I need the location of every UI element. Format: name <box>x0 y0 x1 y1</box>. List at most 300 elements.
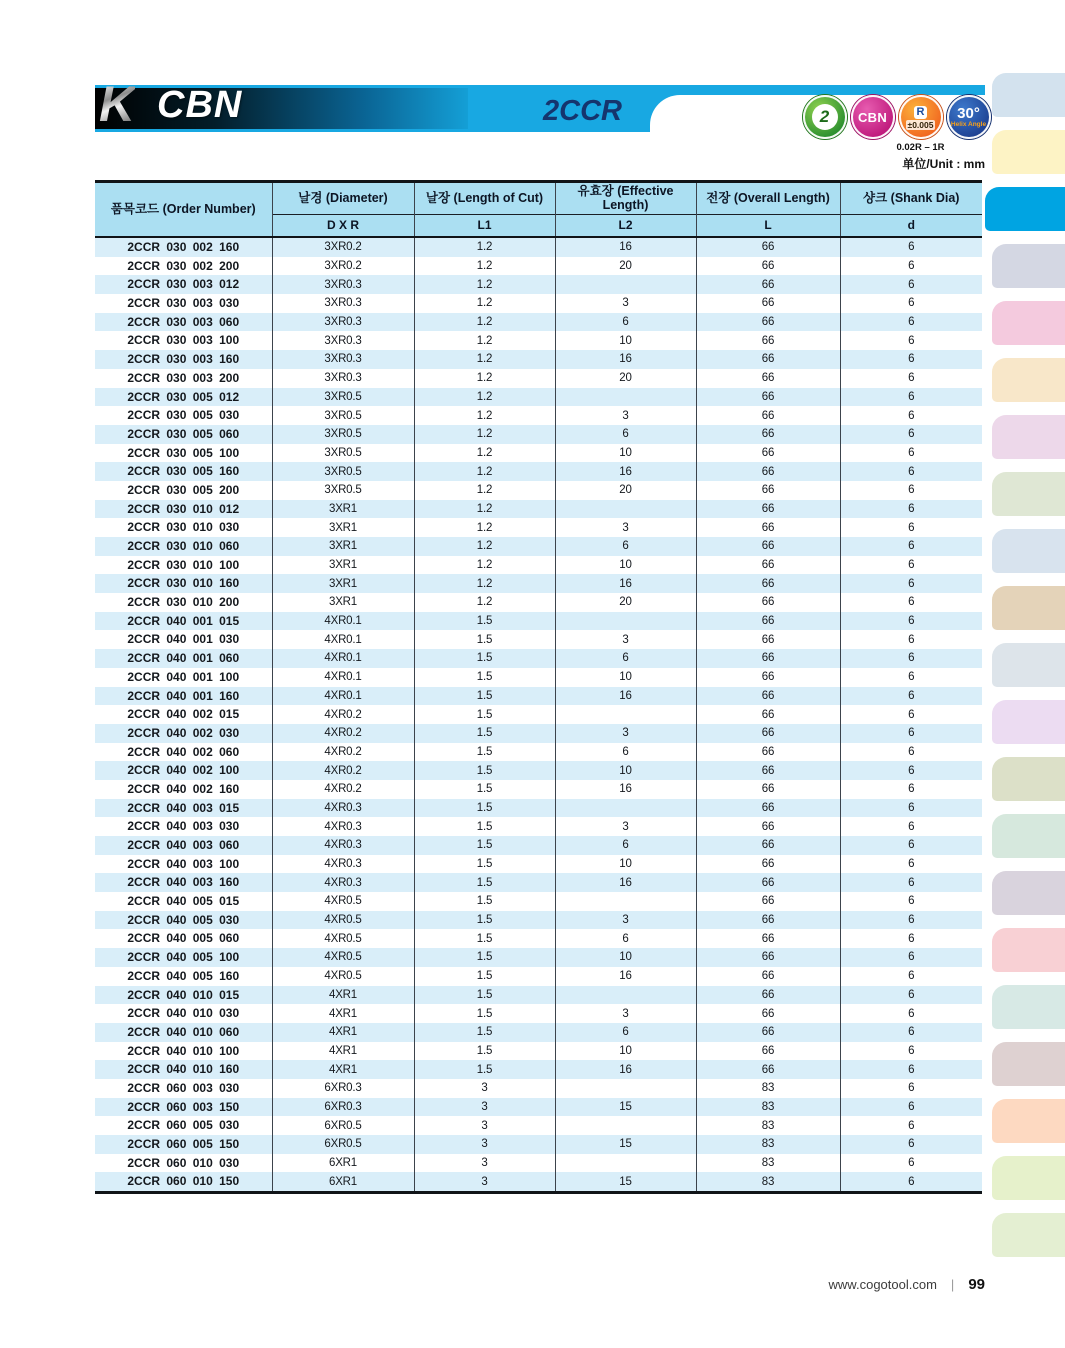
value-cell: 6 <box>840 929 982 948</box>
value-cell: 6 <box>840 313 982 332</box>
side-tab-8[interactable] <box>992 472 1065 516</box>
table-row <box>95 1098 982 1117</box>
value-cell: 6 <box>840 612 982 631</box>
value-cell: 4XR1 <box>272 1004 414 1023</box>
value-cell <box>555 388 696 407</box>
value-cell: 20 <box>555 593 696 612</box>
radius-symbol: R <box>914 106 928 119</box>
value-cell: 10 <box>555 948 696 967</box>
value-cell: 6 <box>840 388 982 407</box>
value-cell: 1.5 <box>414 668 555 687</box>
table-row <box>95 1023 982 1042</box>
value-cell: 3 <box>555 406 696 425</box>
value-cell: 66 <box>696 836 840 855</box>
value-cell: 1.5 <box>414 799 555 818</box>
value-cell: 10 <box>555 556 696 575</box>
value-cell: 6 <box>555 313 696 332</box>
value-cell: 4XR0.5 <box>272 911 414 930</box>
value-cell: 66 <box>696 948 840 967</box>
value-cell: 3 <box>414 1079 555 1098</box>
value-cell: 1.5 <box>414 743 555 762</box>
column-subheader-3: L2 <box>555 215 696 238</box>
value-cell: 66 <box>696 649 840 668</box>
value-cell: 1.2 <box>414 556 555 575</box>
value-cell: 3XR0.5 <box>272 406 414 425</box>
order-number-cell: 2CCR 030 005 030 <box>127 408 240 423</box>
value-cell: 15 <box>555 1135 696 1154</box>
value-cell: 4XR0.3 <box>272 855 414 874</box>
side-tab-6[interactable] <box>992 358 1065 402</box>
value-cell: 1.5 <box>414 705 555 724</box>
value-cell: 6 <box>840 873 982 892</box>
value-cell: 1.5 <box>414 836 555 855</box>
order-number-cell: 2CCR 060 003 030 <box>127 1080 240 1095</box>
value-cell: 1.5 <box>414 948 555 967</box>
value-cell: 66 <box>696 294 840 313</box>
table-row <box>95 481 982 500</box>
value-cell: 1.2 <box>414 313 555 332</box>
value-cell: 6 <box>840 425 982 444</box>
column-header-3: 유효장 (Effective Length) <box>555 182 696 215</box>
table-row <box>95 761 982 780</box>
value-cell: 6 <box>840 462 982 481</box>
value-cell: 6XR1 <box>272 1172 414 1192</box>
value-cell: 3XR1 <box>272 574 414 593</box>
value-cell: 66 <box>696 855 840 874</box>
value-cell: 6 <box>840 1172 982 1192</box>
value-cell: 1.5 <box>414 612 555 631</box>
value-cell: 66 <box>696 1042 840 1061</box>
value-cell: 66 <box>696 761 840 780</box>
value-cell: 66 <box>696 313 840 332</box>
value-cell: 6 <box>840 649 982 668</box>
value-cell: 3XR0.5 <box>272 388 414 407</box>
value-cell: 4XR0.1 <box>272 668 414 687</box>
value-cell: 6 <box>840 237 982 257</box>
value-cell: 6 <box>555 537 696 556</box>
value-cell: 3 <box>414 1098 555 1117</box>
table-row <box>95 892 982 911</box>
table-row <box>95 817 982 836</box>
table-row <box>95 929 982 948</box>
table-row <box>95 1116 982 1135</box>
value-cell: 4XR1 <box>272 1023 414 1042</box>
value-cell: 66 <box>696 817 840 836</box>
order-number-cell: 2CCR 060 005 150 <box>127 1137 240 1152</box>
order-number-cell: 2CCR 040 002 160 <box>127 781 240 796</box>
value-cell: 6 <box>840 1116 982 1135</box>
order-number-cell: 2CCR 030 003 030 <box>127 296 240 311</box>
side-tab-15[interactable] <box>992 871 1065 915</box>
order-number-cell: 2CCR 040 005 160 <box>127 968 240 983</box>
side-tab-17[interactable] <box>992 985 1065 1029</box>
value-cell: 6XR1 <box>272 1154 414 1173</box>
value-cell: 3XR0.5 <box>272 425 414 444</box>
value-cell: 1.5 <box>414 967 555 986</box>
value-cell: 3 <box>555 911 696 930</box>
order-number-cell: 2CCR 040 010 160 <box>127 1062 240 1077</box>
flute-count-icon <box>803 95 847 139</box>
order-number-cell: 2CCR 030 010 160 <box>127 576 240 591</box>
value-cell: 3XR0.5 <box>272 462 414 481</box>
order-number-cell: 2CCR 040 005 100 <box>127 950 240 965</box>
material-label: CBN <box>857 109 888 125</box>
order-number-cell: 2CCR 030 002 200 <box>127 258 240 273</box>
order-number-cell: 2CCR 040 003 160 <box>127 875 240 890</box>
value-cell: 66 <box>696 444 840 463</box>
side-tab-12[interactable] <box>992 700 1065 744</box>
value-cell: 6 <box>840 743 982 762</box>
value-cell: 66 <box>696 331 840 350</box>
value-cell: 16 <box>555 780 696 799</box>
value-cell: 1.5 <box>414 649 555 668</box>
table-row <box>95 294 982 313</box>
value-cell: 6 <box>840 1004 982 1023</box>
value-cell: 4XR0.3 <box>272 817 414 836</box>
value-cell: 66 <box>696 687 840 706</box>
value-cell: 83 <box>696 1098 840 1117</box>
section-title-cbn: CBN <box>157 84 243 126</box>
value-cell: 6 <box>840 500 982 519</box>
value-cell <box>555 1116 696 1135</box>
value-cell: 1.2 <box>414 500 555 519</box>
value-cell: 6 <box>840 817 982 836</box>
table-row <box>95 668 982 687</box>
value-cell: 1.5 <box>414 855 555 874</box>
order-number-cell: 2CCR 060 003 150 <box>127 1099 240 1114</box>
value-cell: 66 <box>696 1004 840 1023</box>
table-row <box>95 369 982 388</box>
order-number-cell: 2CCR 040 001 060 <box>127 651 240 666</box>
column-subheader-1: D X R <box>272 215 414 238</box>
value-cell: 1.2 <box>414 518 555 537</box>
order-number-cell: 2CCR 040 010 100 <box>127 1043 240 1058</box>
order-number-cell: 2CCR 040 003 015 <box>127 800 240 815</box>
value-cell: 66 <box>696 388 840 407</box>
value-cell: 6 <box>840 668 982 687</box>
table-row <box>95 705 982 724</box>
table-row <box>95 331 982 350</box>
side-tab-14[interactable] <box>992 814 1065 858</box>
radius-range-caption: 0.02R – 1R <box>896 142 945 153</box>
side-tab-16[interactable] <box>992 928 1065 972</box>
value-cell: 66 <box>696 986 840 1005</box>
side-tab-2[interactable] <box>992 130 1065 174</box>
value-cell: 3XR1 <box>272 537 414 556</box>
value-cell: 66 <box>696 967 840 986</box>
value-cell: 66 <box>696 369 840 388</box>
value-cell: 6 <box>555 649 696 668</box>
value-cell: 1.5 <box>414 911 555 930</box>
value-cell: 66 <box>696 593 840 612</box>
column-subheader-5: d <box>840 215 982 238</box>
value-cell <box>555 612 696 631</box>
order-number-cell: 2CCR 040 005 015 <box>127 894 240 909</box>
value-cell: 10 <box>555 855 696 874</box>
order-number-cell: 2CCR 060 005 030 <box>127 1118 240 1133</box>
value-cell: 3XR0.3 <box>272 313 414 332</box>
value-cell: 6 <box>840 1079 982 1098</box>
side-tab-9[interactable] <box>992 529 1065 573</box>
side-tab-5[interactable] <box>992 301 1065 345</box>
value-cell: 4XR0.3 <box>272 799 414 818</box>
side-tab-20[interactable] <box>992 1156 1065 1200</box>
order-number-cell: 2CCR 030 003 160 <box>127 352 240 367</box>
value-cell: 6 <box>840 724 982 743</box>
value-cell: 6 <box>840 1023 982 1042</box>
table-row <box>95 911 982 930</box>
value-cell: 16 <box>555 967 696 986</box>
page-footer <box>0 1276 985 1293</box>
table-row <box>95 967 982 986</box>
value-cell: 1.5 <box>414 1023 555 1042</box>
spec-badges <box>801 95 992 153</box>
order-number-cell: 2CCR 040 003 060 <box>127 838 240 853</box>
order-number-cell: 2CCR 030 003 060 <box>127 314 240 329</box>
value-cell: 6 <box>840 294 982 313</box>
value-cell: 3XR0.3 <box>272 350 414 369</box>
value-cell: 16 <box>555 873 696 892</box>
banner-gradient <box>95 84 468 129</box>
value-cell: 3 <box>414 1135 555 1154</box>
value-cell: 1.5 <box>414 780 555 799</box>
side-tab-10[interactable] <box>992 586 1065 630</box>
value-cell: 1.5 <box>414 873 555 892</box>
value-cell: 6 <box>840 444 982 463</box>
value-cell: 6 <box>840 761 982 780</box>
table-header <box>95 182 982 238</box>
value-cell: 6 <box>840 911 982 930</box>
value-cell: 66 <box>696 537 840 556</box>
value-cell: 15 <box>555 1172 696 1192</box>
order-number-cell: 2CCR 040 003 100 <box>127 856 240 871</box>
table-row <box>95 444 982 463</box>
value-cell: 1.2 <box>414 537 555 556</box>
radius-tolerance-icon <box>899 95 943 139</box>
value-cell: 3XR0.2 <box>272 257 414 276</box>
side-tab-21[interactable] <box>992 1213 1065 1257</box>
column-header-1: 날경 (Diameter) <box>272 182 414 215</box>
value-cell: 83 <box>696 1135 840 1154</box>
value-cell: 66 <box>696 574 840 593</box>
value-cell: 4XR0.5 <box>272 948 414 967</box>
value-cell: 4XR1 <box>272 1042 414 1061</box>
value-cell: 4XR1 <box>272 1060 414 1079</box>
value-cell: 1.2 <box>414 294 555 313</box>
value-cell: 83 <box>696 1154 840 1173</box>
value-cell: 3 <box>555 724 696 743</box>
value-cell: 4XR0.5 <box>272 892 414 911</box>
value-cell: 10 <box>555 761 696 780</box>
value-cell: 3 <box>555 294 696 313</box>
value-cell: 3XR1 <box>272 556 414 575</box>
value-cell: 66 <box>696 668 840 687</box>
value-cell <box>555 705 696 724</box>
value-cell: 3 <box>414 1116 555 1135</box>
order-number-cell: 2CCR 030 003 200 <box>127 370 240 385</box>
table-row <box>95 275 982 294</box>
order-number-cell: 2CCR 030 003 012 <box>127 277 240 292</box>
value-cell: 4XR0.3 <box>272 836 414 855</box>
value-cell: 6 <box>840 1098 982 1117</box>
value-cell: 6XR0.5 <box>272 1135 414 1154</box>
table-row <box>95 612 982 631</box>
value-cell: 4XR0.1 <box>272 612 414 631</box>
value-cell: 66 <box>696 556 840 575</box>
value-cell: 6 <box>840 855 982 874</box>
value-cell: 3XR0.3 <box>272 369 414 388</box>
order-number-cell: 2CCR 040 001 160 <box>127 688 240 703</box>
value-cell: 6 <box>840 331 982 350</box>
table-row <box>95 743 982 762</box>
value-cell: 66 <box>696 518 840 537</box>
page-number: 99 <box>968 1276 985 1293</box>
value-cell: 66 <box>696 780 840 799</box>
value-cell: 4XR0.5 <box>272 929 414 948</box>
helix-angle-label: Helix Angle <box>950 121 987 128</box>
value-cell: 6 <box>840 556 982 575</box>
value-cell: 6 <box>555 743 696 762</box>
table-row <box>95 1042 982 1061</box>
order-number-cell: 2CCR 030 010 200 <box>127 595 240 610</box>
side-tab-7[interactable] <box>992 415 1065 459</box>
order-number-cell: 2CCR 040 001 100 <box>127 669 240 684</box>
value-cell: 6 <box>840 518 982 537</box>
value-cell: 83 <box>696 1172 840 1192</box>
order-number-cell: 2CCR 040 010 060 <box>127 1024 240 1039</box>
value-cell: 10 <box>555 444 696 463</box>
table-row <box>95 537 982 556</box>
value-cell: 6 <box>840 1154 982 1173</box>
value-cell: 3XR0.3 <box>272 294 414 313</box>
table-row <box>95 649 982 668</box>
value-cell: 1.5 <box>414 986 555 1005</box>
value-cell: 66 <box>696 406 840 425</box>
value-cell: 1.2 <box>414 275 555 294</box>
side-tab-19[interactable] <box>992 1099 1065 1143</box>
value-cell: 1.2 <box>414 331 555 350</box>
order-number-cell: 2CCR 060 010 030 <box>127 1155 240 1170</box>
order-number-cell: 2CCR 040 002 100 <box>127 763 240 778</box>
value-cell: 4XR0.1 <box>272 649 414 668</box>
value-cell <box>555 799 696 818</box>
table-row <box>95 574 982 593</box>
order-number-cell: 2CCR 040 005 030 <box>127 912 240 927</box>
value-cell: 1.2 <box>414 406 555 425</box>
value-cell <box>555 1079 696 1098</box>
value-cell: 6 <box>840 892 982 911</box>
value-cell: 6 <box>555 836 696 855</box>
table-row <box>95 388 982 407</box>
table-row <box>95 1079 982 1098</box>
value-cell: 1.5 <box>414 1004 555 1023</box>
value-cell: 6 <box>555 1023 696 1042</box>
value-cell <box>555 500 696 519</box>
value-cell: 6XR0.5 <box>272 1116 414 1135</box>
cbn-material-icon <box>851 95 895 139</box>
side-tab-13[interactable] <box>992 757 1065 801</box>
value-cell: 3 <box>414 1154 555 1173</box>
value-cell: 10 <box>555 1042 696 1061</box>
table-row <box>95 462 982 481</box>
value-cell: 3XR0.3 <box>272 275 414 294</box>
value-cell: 6 <box>840 799 982 818</box>
helix-angle-icon <box>947 95 991 139</box>
value-cell: 66 <box>696 350 840 369</box>
value-cell: 3 <box>555 817 696 836</box>
order-number-cell: 2CCR 040 002 060 <box>127 744 240 759</box>
value-cell: 3XR0.5 <box>272 444 414 463</box>
value-cell: 66 <box>696 630 840 649</box>
column-subheader-2: L1 <box>414 215 555 238</box>
value-cell: 66 <box>696 275 840 294</box>
value-cell: 10 <box>555 668 696 687</box>
side-tab-18[interactable] <box>992 1042 1065 1086</box>
value-cell: 6XR0.3 <box>272 1098 414 1117</box>
value-cell: 4XR0.3 <box>272 873 414 892</box>
table-row <box>95 1154 982 1173</box>
value-cell <box>555 275 696 294</box>
value-cell: 1.5 <box>414 761 555 780</box>
value-cell: 66 <box>696 892 840 911</box>
value-cell: 1.2 <box>414 425 555 444</box>
order-number-cell: 2CCR 030 003 100 <box>127 333 240 348</box>
value-cell: 1.5 <box>414 892 555 911</box>
side-tab-3-active[interactable] <box>985 187 1065 231</box>
value-cell: 4XR0.2 <box>272 761 414 780</box>
value-cell: 6 <box>840 986 982 1005</box>
value-cell: 3XR1 <box>272 518 414 537</box>
side-tab-1[interactable] <box>992 73 1065 117</box>
value-cell: 6 <box>840 630 982 649</box>
value-cell: 66 <box>696 1060 840 1079</box>
column-header-2: 날장 (Length of Cut) <box>414 182 555 215</box>
value-cell: 4XR0.2 <box>272 780 414 799</box>
order-number-cell: 2CCR 030 005 160 <box>127 464 240 479</box>
order-number-cell: 2CCR 040 003 030 <box>127 819 240 834</box>
value-cell: 6 <box>840 257 982 276</box>
value-cell: 66 <box>696 425 840 444</box>
helix-angle-value: 30° <box>957 105 980 122</box>
value-cell: 16 <box>555 462 696 481</box>
brand-k-logo: K <box>99 76 136 132</box>
value-cell: 1.2 <box>414 388 555 407</box>
value-cell: 6 <box>840 948 982 967</box>
website-link[interactable]: www.cogotool.com <box>828 1277 937 1292</box>
value-cell: 1.2 <box>414 257 555 276</box>
value-cell: 10 <box>555 331 696 350</box>
order-number-cell: 2CCR 030 010 030 <box>127 520 240 535</box>
unit-note: 单位/Unit : mm <box>902 157 985 171</box>
value-cell: 15 <box>555 1098 696 1117</box>
value-cell: 6 <box>840 967 982 986</box>
order-number-cell: 2CCR 040 002 030 <box>127 725 240 740</box>
table-row <box>95 237 982 257</box>
value-cell: 66 <box>696 929 840 948</box>
value-cell: 1.5 <box>414 817 555 836</box>
value-cell: 1.2 <box>414 593 555 612</box>
value-cell: 6 <box>840 574 982 593</box>
table-row <box>95 500 982 519</box>
value-cell: 3 <box>555 518 696 537</box>
side-tab-11[interactable] <box>992 643 1065 687</box>
value-cell: 6 <box>840 537 982 556</box>
value-cell: 66 <box>696 612 840 631</box>
side-tab-4[interactable] <box>992 244 1065 288</box>
table-row <box>95 350 982 369</box>
value-cell: 20 <box>555 481 696 500</box>
flute-count-value: 2 <box>812 104 838 130</box>
